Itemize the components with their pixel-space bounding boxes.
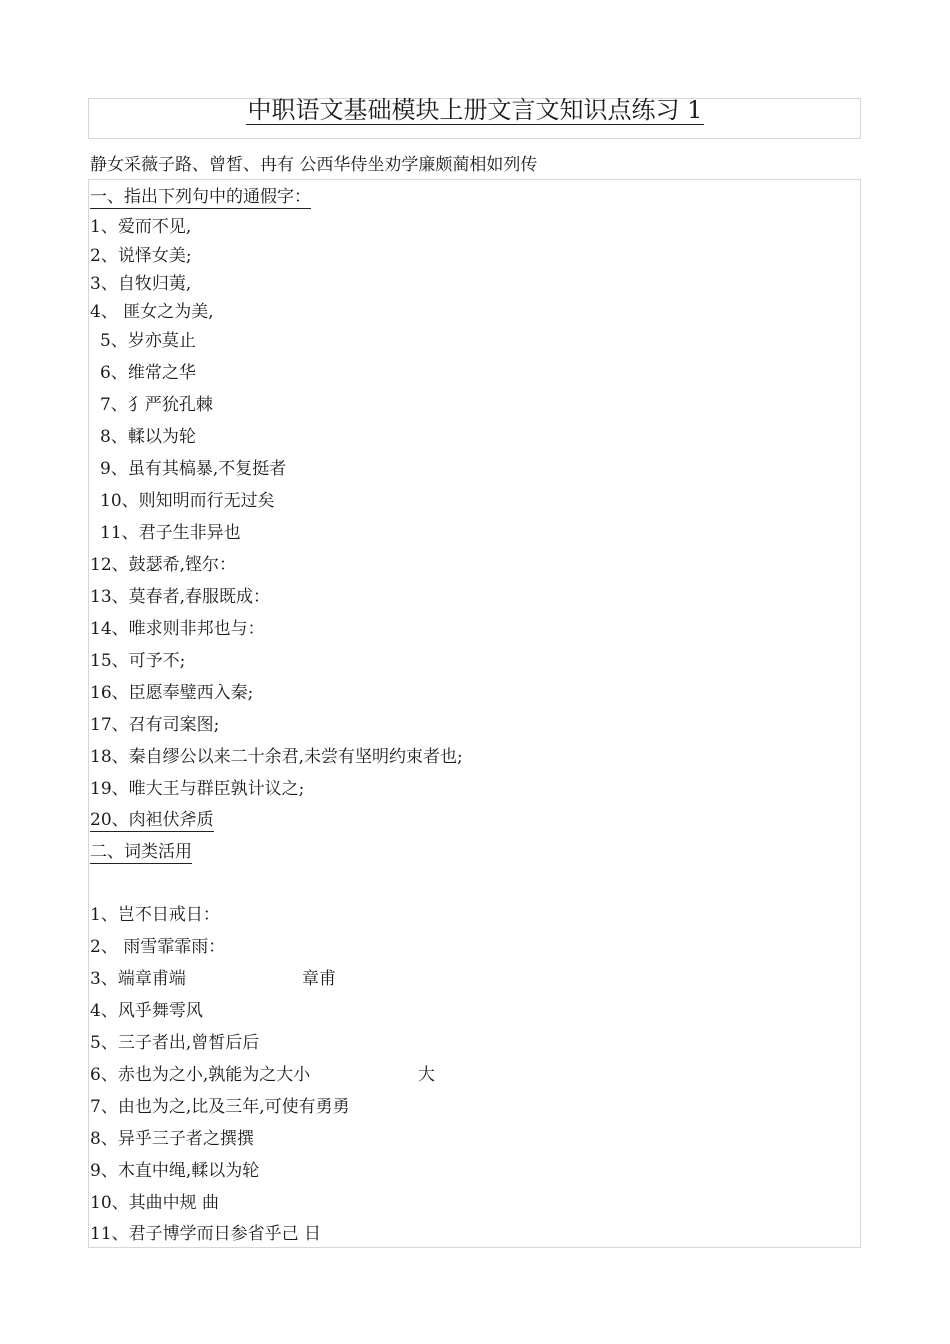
section1-item-15: 15、可予不; [90, 651, 186, 671]
section1-item-7: 7、犭严狁孔棘 [100, 395, 213, 415]
section2-item-2: 2、 雨雪霏霏雨： [90, 937, 226, 957]
section2-item-3-answer: 章甫 [302, 969, 336, 989]
section2-item-6: 6、赤也为之小,孰能为之大小 [90, 1065, 311, 1085]
section2-item-1: 1、岂不日戒日： [90, 905, 220, 925]
section1-heading [90, 185, 311, 209]
section2-item-10: 10、其曲中规 曲 [90, 1193, 220, 1213]
section1-item-4: 4、 匪女之为美, [90, 302, 214, 322]
section2-item-5: 5、三子者出,曾皙后后 [90, 1033, 260, 1053]
section1-item-11: 11、君子生非异也 [100, 523, 241, 543]
section2-item-11: 11、君子博学而日参省乎己 日 [90, 1224, 322, 1244]
section1-item-20 [90, 808, 214, 832]
section1-item-1: 1、爱而不见, [90, 217, 192, 237]
section1-item-10: 10、则知明而行无过矣 [100, 491, 275, 511]
section1-item-8: 8、輮以为轮 [100, 427, 196, 447]
document-title [0, 93, 950, 127]
document-title-text: 中职语文基础模块上册文言文知识点练习 1 [247, 96, 703, 124]
section1-item-13: 13、莫春者,春服既成： [90, 587, 271, 607]
section2-item-6-answer: 大 [418, 1065, 435, 1085]
section1-item-5: 5、岁亦莫止 [100, 331, 196, 351]
section1-item-17: 17、召有司案图; [90, 715, 220, 735]
section2-item-4: 4、风乎舞雩风 [90, 1001, 203, 1021]
section1-item-2: 2、说怿女美; [90, 246, 192, 266]
section1-item-9: 9、虽有其槁暴,不复挺者 [100, 459, 287, 479]
section1-item-14: 14、唯求则非邦也与： [90, 619, 265, 639]
section1-item-18: 18、秦自缪公以来二十余君,未尝有坚明约束者也; [90, 747, 463, 767]
section1-heading-text: 一、指出下列句中的通假字： [90, 187, 311, 207]
section1-item-12: 12、鼓瑟希,铿尔： [90, 555, 237, 575]
section2-item-8: 8、异乎三子者之撰撰 [90, 1129, 254, 1149]
section2-item-7: 7、由也为之,比及三年,可使有勇勇 [90, 1097, 350, 1117]
section2-item-3: 3、端章甫端 [90, 969, 186, 989]
section1-item-20-text: 20、肉袒伏斧质 [90, 810, 214, 830]
section1-item-19: 19、唯大王与群臣孰计议之; [90, 779, 305, 799]
section2-item-9: 9、木直中绳,輮以为轮 [90, 1161, 260, 1181]
lesson-list: 静女采薇子路、曾皙、冉有 公西华侍坐劝学廉颇蔺相如列传 [90, 155, 538, 175]
section2-heading-text: 二、词类活用 [90, 842, 192, 862]
section1-item-6: 6、维常之华 [100, 363, 196, 383]
section2-heading [90, 840, 192, 864]
section1-item-3: 3、自牧归荑, [90, 274, 192, 294]
section1-item-16: 16、臣愿奉璧西入秦; [90, 683, 254, 703]
